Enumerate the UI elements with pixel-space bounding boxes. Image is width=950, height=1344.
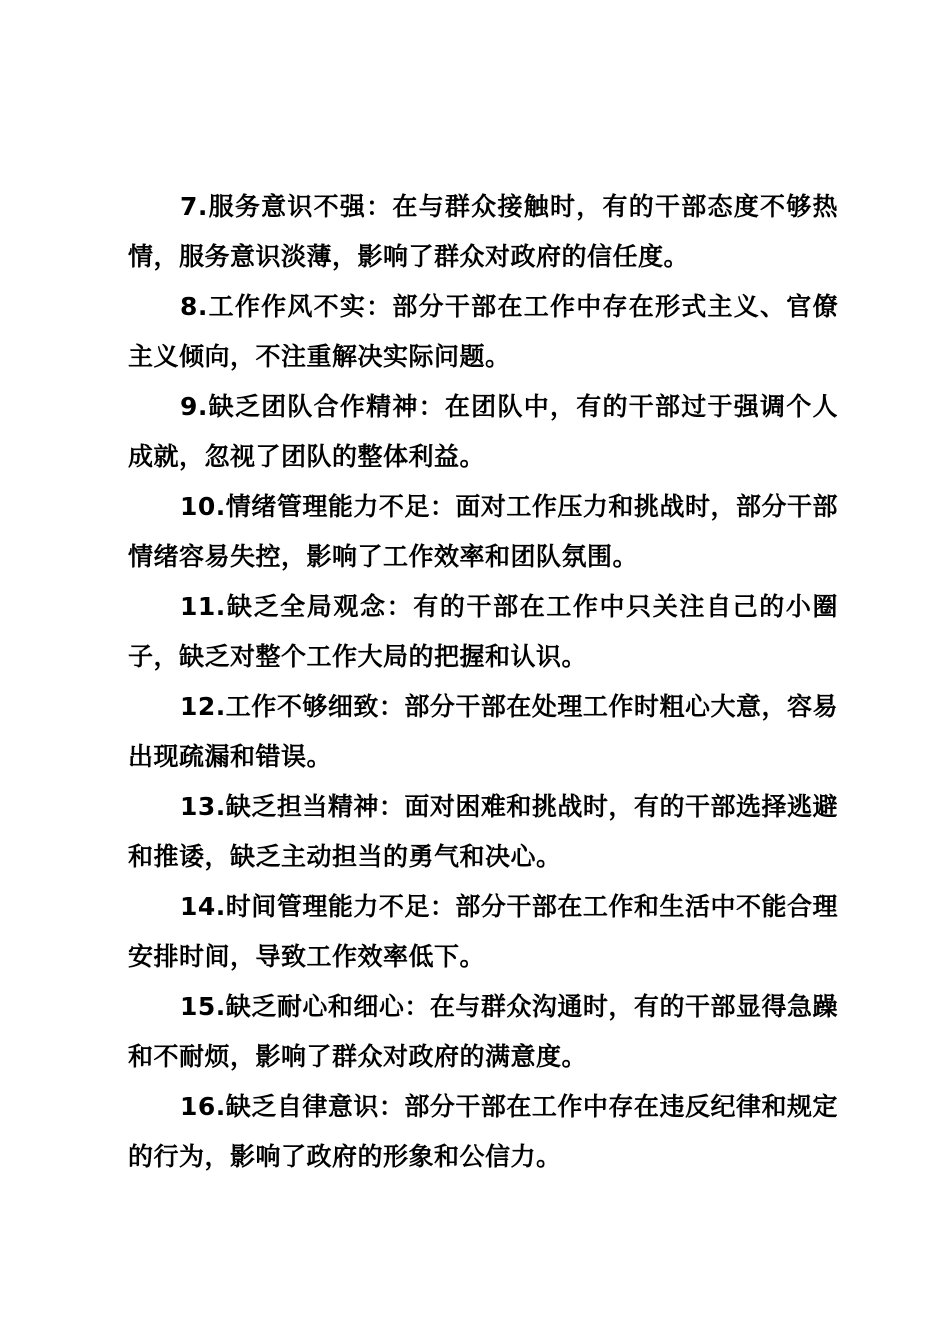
paragraph-item-11: 11.缺乏全局观念：有的干部在工作中只关注自己的小圈子，缺乏对整个工作大局的把握和认识。 [128,592,838,671]
paragraph-item-16: 16.缺乏自律意识：部分干部在工作中存在违反纪律和规定的行为，影响了政府的形象和公信力。 [128,1092,838,1171]
paragraph-item-13: 13.缺乏担当精神：面对困难和挑战时，有的干部选择逃避和推诿，缺乏主动担当的勇气和决心。 [128,792,838,871]
paragraph-item-14: 14.时间管理能力不足：部分干部在工作和生活中不能合理安排时间，导致工作效率低下。 [128,892,838,971]
paragraph-item-12: 12.工作不够细致：部分干部在处理工作时粗心大意，容易出现疏漏和错误。 [128,692,838,771]
document-body [128,182,838,1182]
paragraph-item-15: 15.缺乏耐心和细心：在与群众沟通时，有的干部显得急躁和不耐烦，影响了群众对政府的满意度。 [128,992,838,1071]
paragraph-item-9: 9.缺乏团队合作精神：在团队中，有的干部过于强调个人成就，忽视了团队的整体利益。 [128,392,838,471]
paragraph-item-8: 8.工作作风不实：部分干部在工作中存在形式主义、官僚主义倾向，不注重解决实际问题。 [128,292,838,371]
paragraph-item-10: 10.情绪管理能力不足：面对工作压力和挑战时，部分干部情绪容易失控，影响了工作效率和团队氛围。 [128,492,838,571]
paragraph-item-7: 7.服务意识不强：在与群众接触时，有的干部态度不够热情，服务意识淡薄，影响了群众对政府的信任度。 [128,192,838,271]
